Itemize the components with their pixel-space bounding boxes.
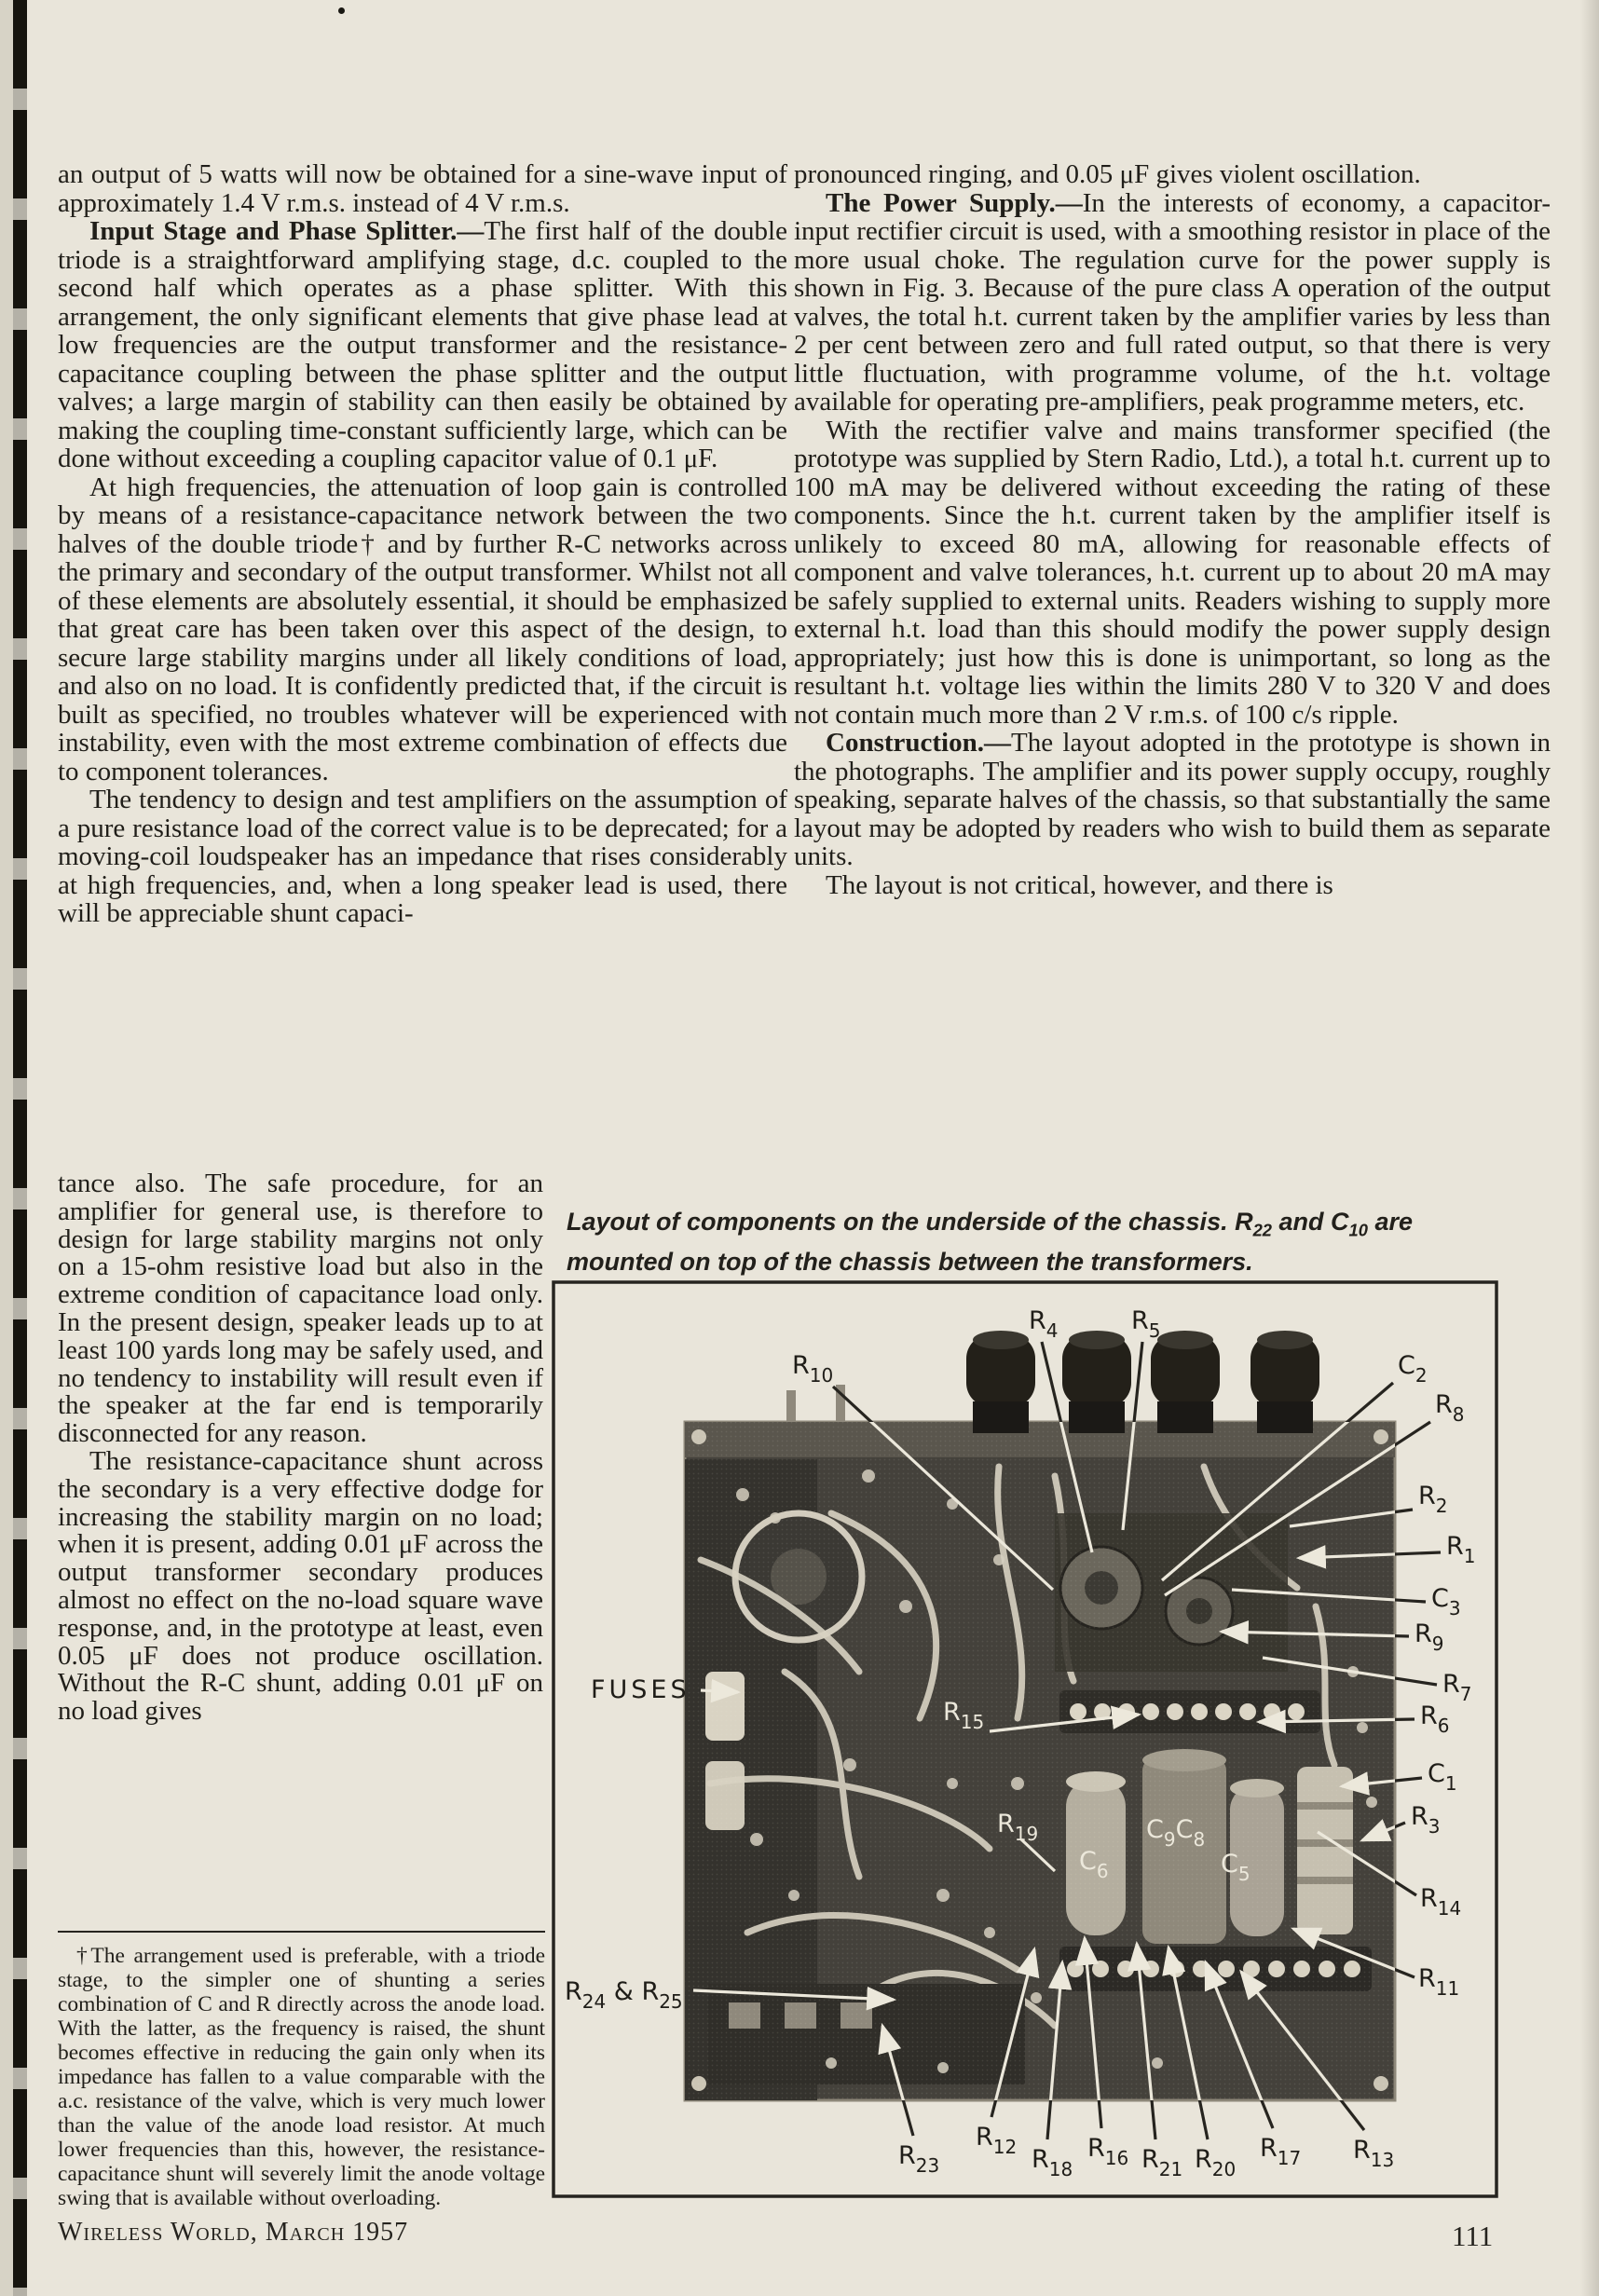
figure-label: $R_{14}$ bbox=[1420, 1884, 1462, 1920]
figure-label: $R_{20}$ bbox=[1195, 2145, 1237, 2180]
figure-label: $R_{19}$ bbox=[997, 1810, 1039, 1845]
figure-label: $R_{23}$ bbox=[898, 2141, 940, 2177]
figure-label: $R_{17}$ bbox=[1260, 2134, 1302, 2169]
paragraph: The layout is not critical, however, and there is bbox=[826, 869, 1333, 900]
figure-label: $R_6$ bbox=[1420, 1702, 1450, 1737]
valve-knob bbox=[966, 1331, 1035, 1433]
paragraph: At high frequencies, the attenuation of loop gain is controlled by means of a resistance-capacitance network between the two halves of the double triode† and by further R-C networks across the primary and secondary of the output transformer. Whilst not all of these elements are absolutely essential, it should be emphasized that great care has been taken over this aspect of the design, to secure large stability margins under all likely conditions of load, and also on no load. It is confidently predicted that, if the circuit is built as specified, no troubles whatever will be experienced with instability, even with the most extreme combination of effects due to component tolerances. bbox=[58, 472, 787, 786]
chassis-photo bbox=[685, 1422, 1395, 2100]
figure-label: $R_{21}$ bbox=[1141, 2145, 1183, 2180]
paragraph: With the rectifier valve and mains transformer specified (the prototype was supplied by Stern Radio, Ltd.), a total h.t. current up to 100 mA may be delivered without exceeding the rating of these components. Since the h.t. current taken by the amplifier itself is unlikely to exceed 80 mA, allowing for reasonable effects of component and valve tolerances, h.t. current up to about 20 mA may be safely supplied to external units. Readers wishing to supply more external h.t. load than this should modify the power supply design appropriately; just how this is done is unimportant, so long as the resultant h.t. voltage lies within the limits 280 V to 320 V and does not contain much more than 2 V r.m.s. of 100 c/s ripple. bbox=[794, 415, 1551, 730]
paragraph-lead: The Power Supply.— bbox=[826, 187, 1083, 218]
right-column bbox=[794, 160, 1551, 899]
figure-label: $C_9C_8$ bbox=[1146, 1815, 1206, 1851]
figure-label: $R_{24}$ & $R_{25}$ bbox=[565, 1977, 683, 2013]
page-edge bbox=[0, 0, 13, 2296]
paragraph: Input Stage and Phase Splitter.—The first half of the double triode is a straightforward amplifying stage, d.c. coupled to the second half which operates as a phase splitter. With this arrangement, the only significant elements that give phase lead at low frequencies are the output transformer and the resistance-capacitance coupling between the phase splitter and the output valves; a large margin of stability can then easily be obtained by making the coupling time-constant sufficiently large, which can be done without exceeding a coupling capacitor value of 0.1 μF. bbox=[58, 216, 787, 473]
paragraph: The Power Supply.—In the interests of economy, a capacitor-input rectifier circuit is used, with a smoothing resistor in place of the more usual choke. The regulation curve for the power supply is shown in Fig. 3. Because of the pure class A operation of the output valves, the total h.t. current taken by the amplifier varies by less than 2 per cent between zero and full rated output, so that there is very little fluctuation, with programme volume, of the h.t. voltage available for operating pre-amplifiers, peak programme meters, etc. bbox=[794, 187, 1551, 417]
figure-label: $R_{11}$ bbox=[1418, 1964, 1460, 2000]
paragraph-lead: Construction.— bbox=[826, 728, 1011, 758]
paragraph: an output of 5 watts will now be obtained for a sine-wave input of approximately 1.4 V r.m.s. instead of 4 V r.m.s. bbox=[58, 159, 787, 218]
valve-knob bbox=[1250, 1331, 1319, 1433]
figure-label: $R_{12}$ bbox=[976, 2123, 1018, 2158]
figure-label: $R_{18}$ bbox=[1032, 2145, 1073, 2180]
figure-label: $R_3$ bbox=[1411, 1802, 1441, 1838]
page-number: 111 bbox=[1452, 2220, 1494, 2252]
figure bbox=[552, 1280, 1498, 2198]
paragraph-lead: Input Stage and Phase Splitter.— bbox=[89, 216, 485, 246]
figure-label: $R_{10}$ bbox=[792, 1351, 834, 1387]
figure-label: $C_1$ bbox=[1428, 1759, 1457, 1795]
paragraph: Construction.—The layout adopted in the prototype is shown in the photographs. The amplifier and its power supply occupy, roughly speaking, separate halves of the chassis, so that substantially the same layout may be adopted by readers who wish to build them as separate units. bbox=[794, 728, 1551, 871]
figure-label: $C_6$ bbox=[1079, 1847, 1109, 1882]
figure-label: $R_2$ bbox=[1418, 1482, 1448, 1517]
figure-label: $R_1$ bbox=[1446, 1532, 1476, 1567]
figure-label: $C_2$ bbox=[1398, 1351, 1428, 1387]
scan-speck bbox=[338, 7, 345, 14]
paragraph: pronounced ringing, and 0.05 μF gives violent oscillation. bbox=[794, 159, 1421, 189]
figure-label: $C_3$ bbox=[1431, 1584, 1461, 1620]
figure-label: $R_8$ bbox=[1435, 1390, 1465, 1426]
figure-label: $R_7$ bbox=[1442, 1670, 1472, 1705]
leader-line bbox=[701, 1690, 738, 1692]
figure-label: $R_9$ bbox=[1414, 1620, 1444, 1655]
page-right-shade bbox=[1580, 0, 1599, 2296]
footnote-text: †The arrangement used is preferable, with a triode stage, to the simpler one of shunting a series combination of C and R directly across the anode load. With the latter, as the frequency is raised, the shunt becomes effective in reducing the gain only when its impedance has fallen to a value comparable with the a.c. resistance of the valve, which is very much lower than the value of the anode load resistor. At much lower frequencies than this, however, the resistance-capacitance shunt will severely limit the anode voltage swing that is available without overloading. bbox=[58, 1944, 545, 2210]
figure-label: $R_{16}$ bbox=[1087, 2134, 1129, 2169]
figure-label: $R_{15}$ bbox=[943, 1698, 985, 1733]
figure-label: $R_{13}$ bbox=[1353, 2136, 1395, 2171]
valve-knob bbox=[1151, 1331, 1220, 1433]
footnote bbox=[58, 1931, 545, 2210]
figure-caption: Layout of components on the underside of the chassis. $R_{22}$ and $C_{10}$ are mounted on top of the chassis between the transformers. bbox=[567, 1208, 1413, 1277]
binding-edge bbox=[13, 0, 27, 2296]
left-column bbox=[58, 160, 787, 928]
figure-label: $R_4$ bbox=[1029, 1306, 1059, 1342]
paragraph: The resistance-capacitance shunt across the secondary is a very effective dodge for increasing the stability margin on no load; when it is present, adding 0.01 μF across the output transformer secondary produces almost no effect on the no-load square wave response, and, in the prototype at least, even 0.05 μF does not produce oscillation. Without the R-C shunt, adding 0.01 μF on no load gives bbox=[58, 1445, 543, 1727]
left-column-narrow bbox=[58, 1170, 543, 1726]
figure-label: $R_5$ bbox=[1131, 1306, 1161, 1342]
figure-label: $C_5$ bbox=[1221, 1850, 1250, 1885]
valve-knob bbox=[1062, 1331, 1131, 1433]
paragraph: tance also. The safe procedure, for an amplifier for general use, is therefore to design for large stability margins not only on a 15-ohm resistive load but also in the extreme condition of capacitance load only. In the present design, speaker leads up to at least 100 yards long may be safely used, and no tendency to instability will result even if the speaker at the far end is temporarily disconnected for any reason. bbox=[58, 1168, 543, 1449]
chassis-figure bbox=[552, 1280, 1498, 2198]
journal-footer: Wireless World, March 1957 bbox=[58, 2218, 409, 2247]
figure-label: FUSES bbox=[591, 1675, 690, 1704]
paragraph: The tendency to design and test amplifiers on the assumption of a pure resistance load of the correct value is to be deprecated; for a moving-coil loudspeaker has an impedance that rises considerably at high frequencies, and, when a long speaker lead is used, there will be appreciable shunt capaci- bbox=[58, 785, 787, 928]
